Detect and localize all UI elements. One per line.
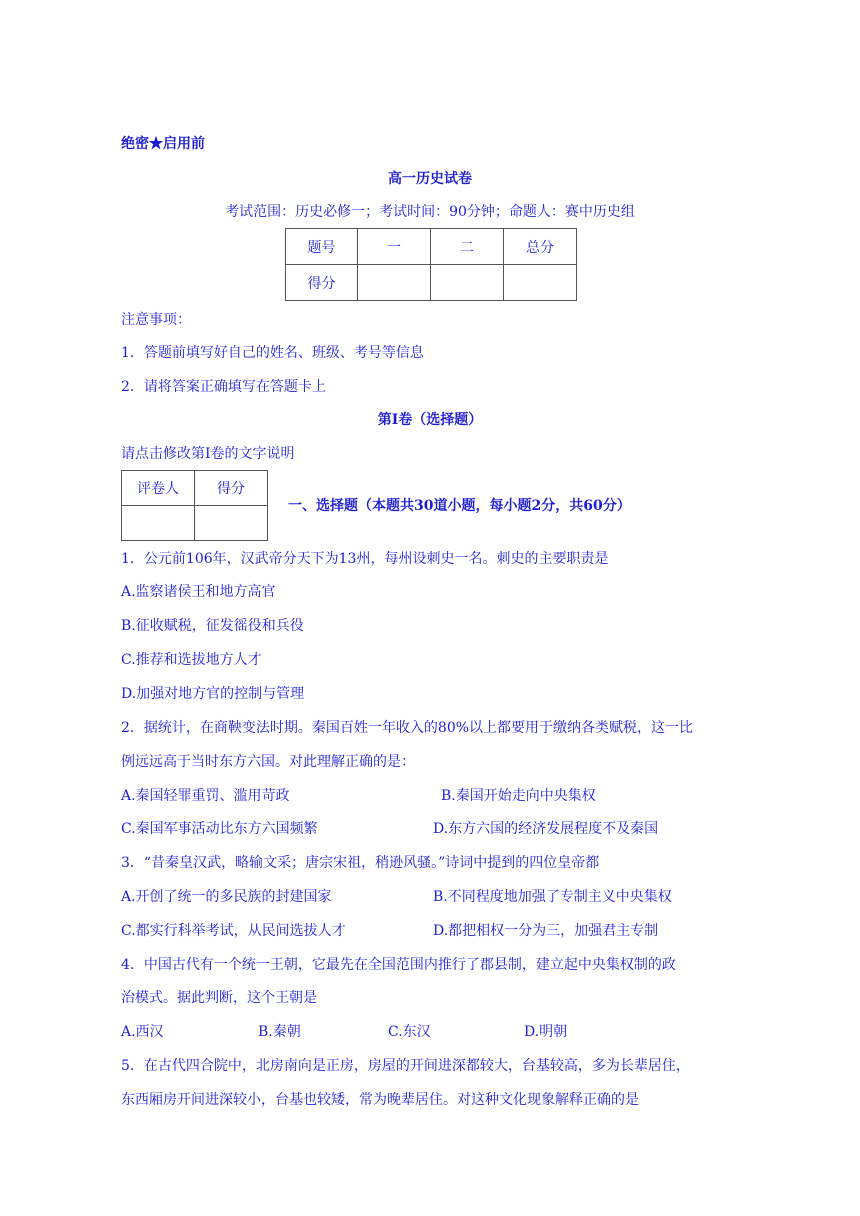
grader-table	[121, 470, 268, 541]
part-title: 第I卷（选择题）	[377, 412, 483, 428]
question-option: C.东汉	[388, 1024, 431, 1040]
question-option: D.加强对地方官的控制与管理	[121, 686, 305, 702]
grader-table-cell	[122, 506, 195, 541]
grader-table-cell: 得分	[195, 471, 268, 506]
question-option: A.西汉	[121, 1024, 164, 1040]
question-option: D.都把相权一分为三，加强君主专制	[433, 923, 659, 939]
question-stem: 3．“昔秦皇汉武，略输文采；唐宗宋祖，稍逊风骚。”诗词中提到的四位皇帝都	[121, 855, 600, 871]
score-table-cell	[431, 265, 504, 301]
secret-label: 绝密★启用前	[121, 136, 205, 152]
question-option: B.秦国开始走向中央集权	[441, 788, 596, 804]
question-option: D.明朝	[524, 1024, 568, 1040]
question-option: C.推荐和选拔地方人才	[121, 652, 262, 668]
question-option: C.都实行科举考试，从民间选拔人才	[121, 923, 346, 939]
notes-heading: 注意事项：	[121, 312, 191, 328]
question-stem: 例远远高于当时东方六国。对此理解正确的是：	[121, 754, 415, 770]
score-table-cell: 一	[358, 229, 431, 265]
note-item: 2．请将答案正确填写在答题卡上	[121, 379, 326, 395]
question-stem: 1．公元前106年，汉武帝分天下为13州，每州设刺史一名。刺史的主要职责是	[121, 551, 609, 567]
score-table-cell: 题号	[286, 229, 358, 265]
grader-table-row	[122, 471, 268, 506]
question-option: C.秦国军事活动比东方六国频繁	[121, 821, 318, 837]
grader-table-cell	[195, 506, 268, 541]
question-option: B.秦朝	[258, 1024, 301, 1040]
score-table-cell: 总分	[504, 229, 577, 265]
question-stem: 5．在古代四合院中，北房南向是正房，房屋的开间进深都较大，台基较高，多为长辈居住，	[121, 1058, 690, 1074]
question-option: A.监察诸侯王和地方高官	[121, 584, 276, 600]
section-title: 一、选择题（本题共30道小题，每小题2分，共60分）	[288, 498, 631, 514]
score-table-row	[286, 265, 577, 301]
question-stem: 东西厢房开间进深较小，台基也较矮，常为晚辈居住。对这种文化现象解释正确的是	[121, 1092, 639, 1108]
question-option: B.不同程度地加强了专制主义中央集权	[433, 889, 672, 905]
exam-title: 高一历史试卷	[388, 171, 472, 187]
score-table-cell: 得分	[286, 265, 358, 301]
question-option: B.征收赋税，征发徭役和兵役	[121, 618, 304, 634]
score-table-cell	[358, 265, 431, 301]
question-option: A.开创了统一的多民族的封建国家	[121, 889, 332, 905]
question-option: A.秦国轻罪重罚、滥用苛政	[121, 788, 290, 804]
score-table-row	[286, 229, 577, 265]
grader-table-cell: 评卷人	[122, 471, 195, 506]
question-option: D.东方六国的经济发展程度不及秦国	[433, 821, 659, 837]
note-item: 1．答题前填写好自己的姓名、班级、考号等信息	[121, 345, 424, 361]
part-description: 请点击修改第I卷的文字说明	[121, 446, 295, 462]
question-stem: 4．中国古代有一个统一王朝，它最先在全国范围内推行了郡县制，建立起中央集权制的政	[121, 957, 676, 973]
grader-table-row	[122, 506, 268, 541]
score-table-cell: 二	[431, 229, 504, 265]
score-table-cell	[504, 265, 577, 301]
question-stem: 治模式。据此判断，这个王朝是	[121, 990, 317, 1006]
question-stem: 2．据统计，在商鞅变法时期。秦国百姓一年收入的80%以上都要用于缴纳各类赋税，这一比	[121, 720, 694, 736]
score-table	[285, 228, 577, 301]
exam-info: 考试范围：历史必修一；考试时间：90分钟；命题人：赛中历史组	[225, 204, 635, 220]
